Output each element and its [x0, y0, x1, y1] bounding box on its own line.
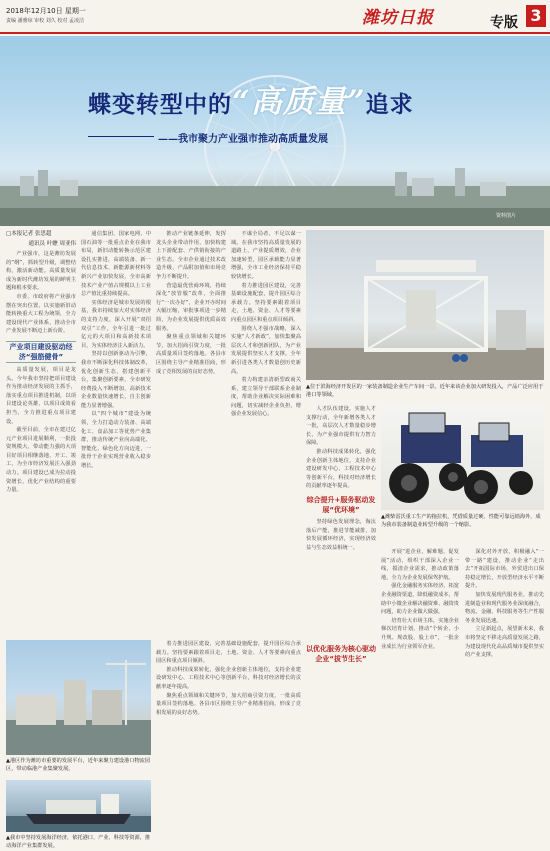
- paragraph: 坚持绿色发展理念，淘汰落后产能，推进节能减排，加快发展循环经济，实现经济效益与生态效益相统一。: [306, 518, 376, 551]
- article-column-7: [465, 548, 544, 848]
- article-column-6: [381, 548, 459, 848]
- paragraph: 通信集团、国家电网、中国石油等一批重点企业在我市布局，新旧动能转换示范区建设扎实推进，高端装备、新一代信息技术、新能源新材料等新兴产业加快发展，全市高新技术产业产值占规模以上工业总产值比重持续提高。: [81, 231, 151, 298]
- issue-date: 2018年12月10日 星期一: [6, 7, 86, 15]
- paragraph: 不谋全局者，不足以谋一域。在我市坚持高质量发展的道路上，产业提质增效，企业加速转型，园区承载能力显著增强，全市工业经济保持平稳较快增长。: [231, 231, 301, 280]
- headline-highlight: “高质量”: [232, 84, 366, 120]
- paragraph: 着力构建亲清新型政商关系，建立领导干部联系企业制度，帮助企业解决实际困难和问题，切实减轻企业负担，增强企业发展信心。: [231, 377, 301, 418]
- paragraph: 开展“进企业、解难题、促发展”活动，组织干部深入企业一线，摸清企业需求，推动政策落地，全力为企业发展保驾护航。: [381, 549, 459, 581]
- header-divider: [0, 32, 550, 34]
- headline-part-2: 追求: [365, 91, 414, 118]
- paragraph: 加快发展现代服务业，推动先进制造业和现代服务业深度融合，物流、金融、科技服务等生产性服务业发展迅速。: [465, 591, 544, 624]
- subheadline: ——我市聚力产业强市推动高质量发展: [158, 134, 328, 145]
- paragraph: 以“四个城市”建设为统领，全力打造动力装备、高端化工、食品加工等优势产业集群，推动传统产业向高端化、智能化、绿色化方向迈进，一批骨干企业实现营业收入稳步增长。: [81, 411, 151, 470]
- paragraph: 营造最优营商环境，持续深化“放管服”改革，全面推行“一次办好”，企业开办时间大幅压缩，审批事项进一步精简，为企业发展提供优质高效服务。: [156, 282, 226, 332]
- article-column-4: [231, 230, 301, 635]
- section-subheading: 以优化服务为核心驱动企业“拔节生长”: [306, 645, 376, 663]
- paragraph: 推动科技成果转化，强化企业创新主体地位，支持企业建设研发中心、工程技术中心等创新平台，科技对经济增长的贡献率逐年提高。: [156, 666, 301, 690]
- paragraph: 着力推进园区建设，完善基础设施配套，提升园区综合承载力。坚持要素跟着项目走，土地、资金、人才等要素向重点园区和重点项目倾斜。: [231, 282, 301, 323]
- paragraph: 围绕人才强市战略，深入实施“人才新政”，加快集聚高层次人才和创新团队，为产业发展提供坚实人才支撑。全年新引进各类人才数量创历史新高。: [231, 325, 301, 375]
- paragraph: 着力推进园区建设，完善基础设施配套，提升园区综合承载力。坚持要素跟着项目走，土地、资金、人才等要素向重点园区和重点项目倾斜。: [156, 641, 301, 665]
- paragraph: 培育壮大市场主体，实施企业梯次培育计划，推动“个转企、小升规、规改股、股上市”，一批企业成长为行业领军企业。: [381, 617, 459, 650]
- paragraph: 市委、市政府将产业强市摆在突出位置，以实施新旧动能转换重大工程为统领，全力建设现代产业体系，推动全市产业发展不断迈上新台阶。: [6, 293, 76, 335]
- newspaper-logo: 潍坊日报: [362, 8, 434, 28]
- paragraph: 推动科技成果转化，强化企业创新主体地位，支持企业建设研发中心、工程技术中心等创新平台，科技对经济增长的贡献率逐年提高。: [306, 448, 376, 490]
- photo-tractors: [381, 405, 544, 510]
- paragraph: 深化对外开放，积极融入“一带一路”建设，推动企业“走出去”开拓国际市场，外贸进出口保持稳定增长，开放型经济水平不断提升。: [465, 549, 544, 590]
- paragraph: 推动产业链条延伸，发挥龙头企业带动作用，加快构建上下游配套、产供销衔接的产业生态。全市企业通过技术改造升级，产品附加值和市场竞争力不断提升。: [156, 231, 226, 280]
- paragraph: 聚焦重点领域和关键环节，加大招商引资力度，一批高质量项目签约落地。各县市区围绕主导产业精准招商，形成了竞相发展的良好态势。: [156, 334, 226, 375]
- photo-caption-crane: ▲位于滨海经济开发区的一家装备制造企业生产车间一景。近年来该企业加大研发投入，产品广泛应用于港口等领域。: [306, 384, 544, 398]
- article-column-1: [6, 230, 76, 635]
- crane-illustration: [306, 230, 544, 380]
- masthead: [0, 0, 550, 34]
- photo-port-crane: [306, 230, 544, 380]
- article-column-bottom: [156, 640, 301, 848]
- section-name: 专版: [490, 15, 518, 31]
- ship-illustration: [6, 780, 151, 832]
- paragraph: 立足新起点，展望新未来，我市将坚定不移走高质量发展之路，为建设现代化高品质城市提供坚实的产业支撑。: [465, 626, 544, 659]
- paragraph: 高质量发展，项目是龙头。今年我市坚持把项目建设作为推动经济发展的主抓手，落实重点项目推进机制，以项目建设论英雄、以项目成效看担当，全力推进重点项目建设。: [6, 366, 76, 425]
- article-column-3: [156, 230, 226, 635]
- paragraph: 聚焦重点领域和关键环节，加大招商引资力度，一批高质量项目签约落地。各县市区围绕主导产业精准招商，形成了竞相发展的良好态势。: [156, 692, 301, 716]
- paragraph: 坚持以创新驱动为引擎，我市不断深化科技体制改革，优化创新生态，搭建创新平台，集聚创新要素，全市研发经费投入不断增加，高新技术企业数量快速增长，自主创新能力显著增强。: [81, 351, 151, 409]
- page-number: 3: [526, 5, 546, 27]
- paragraph: 实体经济是城市发展的根基，我市持续加大对实体经济的支持力度，深入开展“双招双引”工作，全年引进一批过亿元的大项目和高新技术项目，为实体经济注入新活力。: [81, 299, 151, 349]
- paragraph: 产业强市，这是潍坊发展的“纲”，抓转型升级，调整结构，激活新动能。高质量发展成为新时代潍坊发展的鲜明主题和根本要求。: [6, 251, 76, 292]
- paragraph: 人才队伍建设。实施人才支撑行动，全年新增各类人才一批，高层次人才数量稳步增长，为产业强市提供有力智力保障。: [306, 406, 376, 447]
- hero-banner: [0, 36, 550, 226]
- headline: [88, 76, 414, 121]
- photo-ship: [6, 780, 151, 832]
- article-column-5: [306, 405, 376, 635]
- section-subheading: 产业项目建设驱动经济“强筋健骨”: [6, 341, 76, 363]
- paragraph: 强化金融服务实体经济，拓宽企业融资渠道，降低融资成本，帮助中小微企业解决融资难、融资贵问题，助力企业做大做强。: [381, 583, 459, 616]
- photo-caption-ship: ▲我市中坚持发展海洋经济，依托港口、产业、科技等资源，推动海洋产业集群发展。: [6, 835, 151, 849]
- byline-reporter: □本报记者 张思超: [6, 231, 52, 237]
- article-column-5b: [306, 640, 376, 848]
- section-subheading: 综合提升+服务驱动发展“优环境”: [306, 495, 376, 514]
- article-column-2: [81, 230, 151, 635]
- subtitle-rule: [88, 136, 154, 137]
- hero-photo-credit: 资料图片: [496, 213, 517, 219]
- editor-credits: 责编 潘雅琼 审校 刘久 校对 孟凌洁: [6, 18, 84, 24]
- tractor-illustration: [381, 405, 544, 510]
- harbor-illustration: [6, 640, 151, 755]
- photo-harbor: [6, 640, 151, 755]
- headline-part-1: 蝶变转型中的: [88, 91, 232, 118]
- paragraph: 截至目前，全市在建过亿元产业项目进展顺利，一批投资规模大、带动能力强的大项目好项目相继落地、开工、竣工，为全市经济发展注入强劲动力。项目建设已成为拉动投资增长、优化产业结构的重要力量。: [6, 427, 76, 494]
- photo-caption-tractor: ▲潍柴雷沃重工生产的拖拉机，凭借质量过硬、性能可靠远销海外，成为我市装备制造业转型升级的一个缩影。: [381, 514, 541, 528]
- byline-correspondent: 通讯员 叶嬷 周亚伟: [28, 241, 76, 247]
- photo-caption-harbor: ▲港区作为潍坊市重要的发展平台，近年来聚力建设港口物流园区，带动临港产业集聚发展。: [6, 758, 151, 772]
